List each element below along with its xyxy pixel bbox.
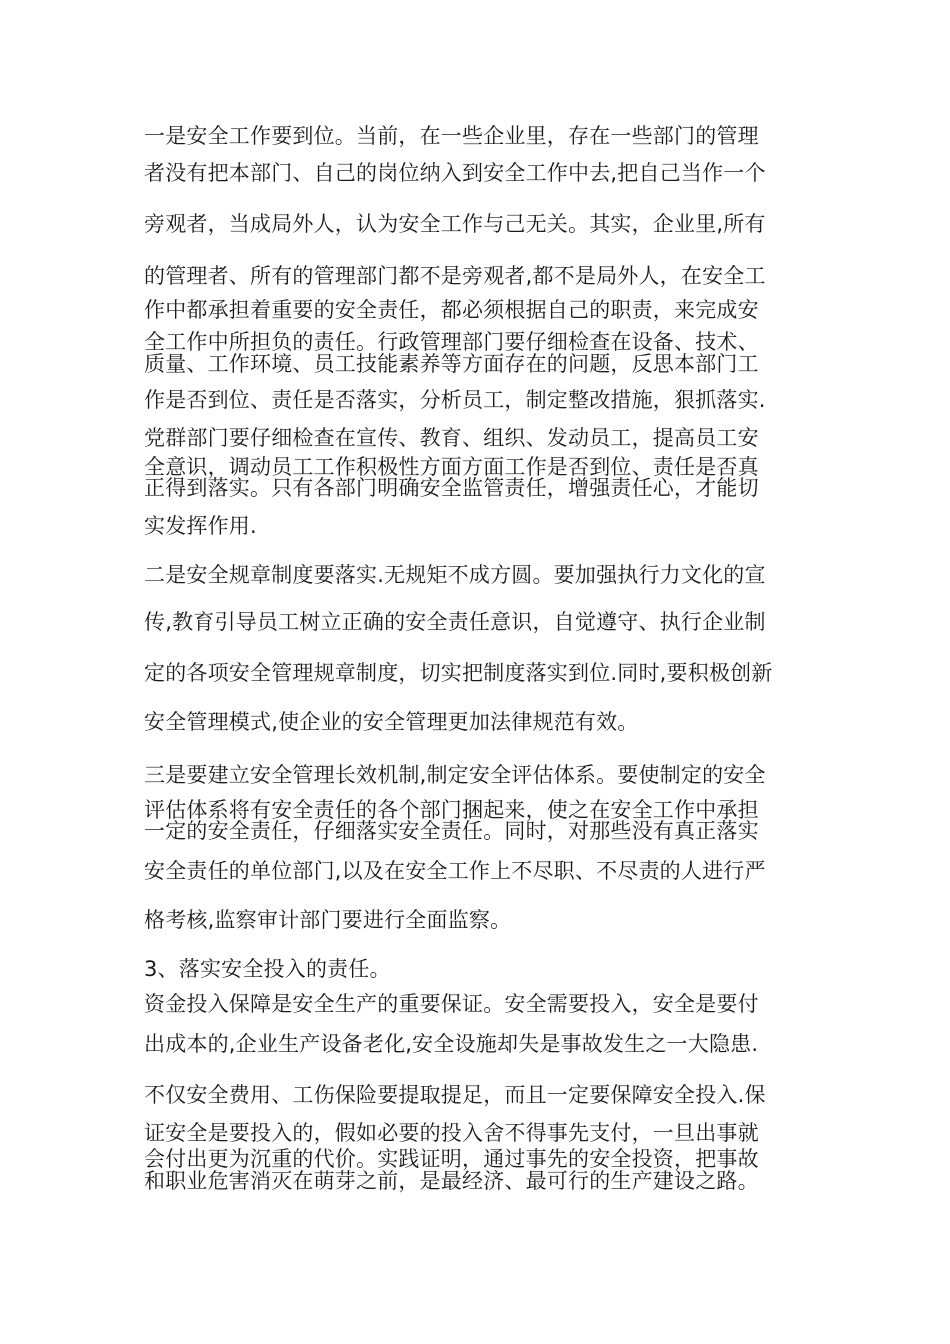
text-line: 评估体系将有安全责任的各个部门捆起来，使之在安全工作中承担 [144, 798, 759, 822]
text-line: 全工作中所担负的责任。行政管理部门要仔细检查在设备、技术、 [144, 330, 759, 354]
text-line: 者没有把本部门、自己的岗位纳入到安全工作中去,把自己当作一个 [144, 161, 766, 185]
text-line: 全意识，调动员工工作积极性方面方面工作是否到位、责任是否真 [144, 455, 759, 479]
text-line: 二是安全规章制度要落实.无规矩不成方圆。要加强执行力文化的宣 [144, 563, 766, 587]
text-line: 旁观者，当成局外人，认为安全工作与己无关。其实，企业里,所有 [144, 212, 766, 236]
text-line: 质量、工作环境、员工技能素养等方面存在的问题，反思本部门工 [144, 352, 759, 376]
text-line: 实发挥作用. [144, 514, 257, 538]
text-line: 出成本的,企业生产设备老化,安全设施却失是事故发生之一大隐患. [144, 1032, 759, 1056]
text-line: 党群部门要仔细检查在宣传、教育、组织、发动员工，提高员工安 [144, 426, 759, 450]
text-line: 会付出更为沉重的代价。实践证明，通过事先的安全投资，把事故 [144, 1147, 759, 1171]
text-line: 不仅安全费用、工伤保险要提取提足，而且一定要保障安全投入.保 [144, 1083, 766, 1107]
text-line: 一是安全工作要到位。当前，在一些企业里，存在一些部门的管理 [144, 124, 759, 148]
text-line: 三是要建立安全管理长效机制,制定安全评估体系。要使制定的安全 [144, 763, 766, 787]
text-line: 正得到落实。只有各部门明确安全监管责任，增强责任心，才能切 [144, 476, 759, 500]
text-line: 传,教育引导员工树立正确的安全责任意识，自觉遵守、执行企业制 [144, 610, 766, 634]
text-line: 的管理者、所有的管理部门都不是旁观者,都不是局外人，在安全工 [144, 264, 766, 288]
text-line: 作是否到位、责任是否落实，分析员工，制定整改措施，狠抓落实. [144, 388, 766, 412]
text-line: 安全管理模式,使企业的安全管理更加法律规范有效。 [144, 710, 639, 734]
text-line: 证安全是要投入的，假如必要的投入舍不得事先支付，一旦出事就 [144, 1121, 759, 1145]
text-line: 安全责任的单位部门,以及在安全工作上不尽职、不尽责的人进行严 [144, 859, 766, 883]
text-line: 定的各项安全管理规章制度，切实把制度落实到位.同时,要积极创新 [144, 661, 773, 685]
text-line: 一定的安全责任，仔细落实安全责任。同时，对那些没有真正落实 [144, 819, 759, 843]
text-line: 作中都承担着重要的安全责任，都必须根据自己的职责，来完成安 [144, 298, 759, 322]
text-line: 资金投入保障是安全生产的重要保证。安全需要投入，安全是要付 [144, 992, 759, 1016]
text-line: 3、落实安全投入的责任。 [144, 957, 391, 981]
text-line: 格考核,监察审计部门要进行全面监察。 [144, 908, 512, 932]
text-line: 和职业危害消灭在萌芽之前，是最经济、最可行的生产建设之路。 [144, 1169, 759, 1193]
